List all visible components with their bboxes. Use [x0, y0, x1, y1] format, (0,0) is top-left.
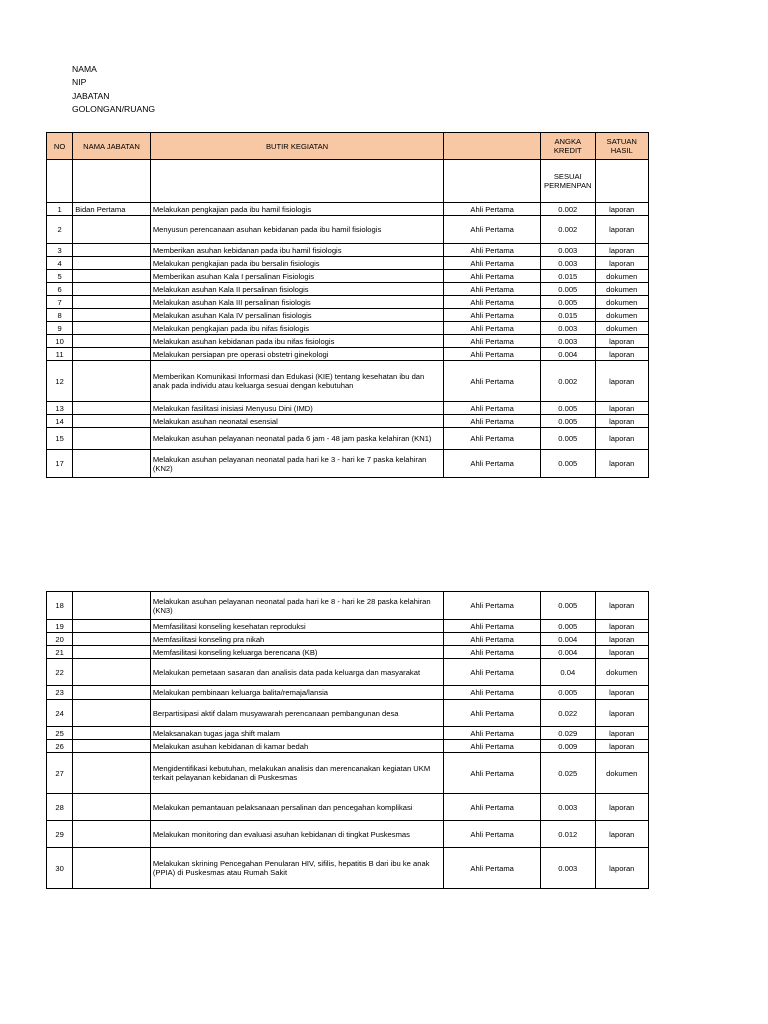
row-angka-kredit: 0.003 — [541, 335, 595, 348]
table-row — [47, 659, 649, 686]
table-row — [47, 335, 649, 348]
row-jenjang: Ahli Pertama — [444, 283, 541, 296]
row-no: 3 — [47, 244, 73, 257]
row-satuan-hasil: dokumen — [595, 322, 649, 335]
nama-label: NAMA — [72, 64, 97, 74]
row-jenjang: Ahli Pertama — [444, 348, 541, 361]
row-kegiatan: Melakukan asuhan kebidanan di kamar bedah — [150, 740, 443, 753]
row-satuan-hasil: dokumen — [595, 659, 649, 686]
row-kegiatan: Melakukan pengkajian pada ibu bersalin fisiologis — [150, 257, 443, 270]
table-row — [47, 283, 649, 296]
row-kegiatan: Melakukan skrining Pencegahan Penularan HIV, sifilis, hepatitis B dari ibu ke anak (PPIA) di Puskesmas atau Rumah Sakit — [150, 848, 443, 889]
row-no: 10 — [47, 335, 73, 348]
row-angka-kredit: 0.005 — [541, 592, 595, 620]
row-angka-kredit: 0.003 — [541, 848, 595, 889]
row-angka-kredit: 0.004 — [541, 633, 595, 646]
row-angka-kredit: 0.015 — [541, 270, 595, 283]
row-satuan-hasil: laporan — [595, 646, 649, 659]
row-jabatan — [73, 309, 151, 322]
row-no: 2 — [47, 216, 73, 244]
row-jenjang: Ahli Pertama — [444, 646, 541, 659]
table-row — [47, 428, 649, 450]
row-jabatan — [73, 848, 151, 889]
row-satuan-hasil: laporan — [595, 686, 649, 700]
row-kegiatan: Melakukan fasilitasi inisiasi Menyusu Dini (IMD) — [150, 402, 443, 415]
row-angka-kredit: 0.005 — [541, 620, 595, 633]
row-satuan-hasil: laporan — [595, 257, 649, 270]
row-kegiatan: Melakukan asuhan Kala III persalinan fisiologis — [150, 296, 443, 309]
row-jenjang: Ahli Pertama — [444, 633, 541, 646]
row-jenjang: Ahli Pertama — [444, 848, 541, 889]
row-jenjang: Ahli Pertama — [444, 216, 541, 244]
row-jabatan — [73, 659, 151, 686]
table-row — [47, 633, 649, 646]
subheader-blank-satuan — [595, 160, 649, 203]
row-no: 26 — [47, 740, 73, 753]
table-row — [47, 646, 649, 659]
row-angka-kredit: 0.003 — [541, 794, 595, 821]
row-jabatan — [73, 450, 151, 478]
row-jenjang: Ahli Pertama — [444, 270, 541, 283]
activity-table-2 — [46, 591, 649, 889]
row-jenjang: Ahli Pertama — [444, 244, 541, 257]
row-satuan-hasil: laporan — [595, 203, 649, 216]
row-angka-kredit: 0.004 — [541, 348, 595, 361]
table-row — [47, 296, 649, 309]
row-angka-kredit: 0.009 — [541, 740, 595, 753]
row-kegiatan: Melakukan asuhan pelayanan neonatal pada hari ke 8 - hari ke 28 paska kelahiran (KN3) — [150, 592, 443, 620]
row-kegiatan: Memfasilitasi konseling keluarga berencana (KB) — [150, 646, 443, 659]
row-no: 7 — [47, 296, 73, 309]
row-kegiatan: Memfasilitasi konseling kesehatan reproduksi — [150, 620, 443, 633]
row-kegiatan: Melakukan asuhan pelayanan neonatal pada hari ke 3 - hari ke 7 paska kelahiran (KN2) — [150, 450, 443, 478]
table-row — [47, 848, 649, 889]
row-satuan-hasil: dokumen — [595, 309, 649, 322]
row-jabatan — [73, 753, 151, 794]
table-row — [47, 794, 649, 821]
row-no: 15 — [47, 428, 73, 450]
row-no: 24 — [47, 700, 73, 727]
row-angka-kredit: 0.022 — [541, 700, 595, 727]
row-no: 9 — [47, 322, 73, 335]
row-jabatan — [73, 322, 151, 335]
row-angka-kredit: 0.005 — [541, 415, 595, 428]
row-angka-kredit: 0.015 — [541, 309, 595, 322]
row-jabatan — [73, 335, 151, 348]
nip-label: NIP — [72, 77, 87, 88]
row-jabatan — [73, 244, 151, 257]
table-row — [47, 592, 649, 620]
row-jabatan — [73, 700, 151, 727]
row-angka-kredit: 0.004 — [541, 646, 595, 659]
row-jabatan — [73, 646, 151, 659]
jabatan-label: JABATAN — [72, 90, 110, 101]
row-angka-kredit: 0.005 — [541, 296, 595, 309]
row-satuan-hasil: laporan — [595, 450, 649, 478]
row-no: 29 — [47, 821, 73, 848]
row-satuan-hasil: laporan — [595, 348, 649, 361]
row-jenjang: Ahli Pertama — [444, 592, 541, 620]
row-angka-kredit: 0.005 — [541, 450, 595, 478]
row-jabatan — [73, 257, 151, 270]
row-jabatan — [73, 592, 151, 620]
row-no: 12 — [47, 361, 73, 402]
subheader-sesuai-permenpan: SESUAI PERMENPAN — [541, 160, 595, 203]
table-row — [47, 361, 649, 402]
row-angka-kredit: 0.005 — [541, 283, 595, 296]
row-kegiatan: Melakukan persiapan pre operasi obstetri ginekologi — [150, 348, 443, 361]
row-jabatan — [73, 348, 151, 361]
row-no: 11 — [47, 348, 73, 361]
row-kegiatan: Melakukan asuhan Kala II persalinan fisiologis — [150, 283, 443, 296]
table-row — [47, 753, 649, 794]
row-satuan-hasil: laporan — [595, 402, 649, 415]
row-satuan-hasil: laporan — [595, 740, 649, 753]
row-jenjang: Ahli Pertama — [444, 727, 541, 740]
employee-info-block — [72, 63, 155, 116]
row-jenjang: Ahli Pertama — [444, 428, 541, 450]
row-no: 19 — [47, 620, 73, 633]
row-no: 21 — [47, 646, 73, 659]
table-row — [47, 270, 649, 283]
subheader-blank-ahli — [444, 160, 541, 203]
row-jenjang: Ahli Pertama — [444, 296, 541, 309]
row-jenjang: Ahli Pertama — [444, 257, 541, 270]
row-satuan-hasil: laporan — [595, 727, 649, 740]
row-angka-kredit: 0.005 — [541, 428, 595, 450]
row-kegiatan: Memfasilitasi konseling pra nikah — [150, 633, 443, 646]
row-angka-kredit: 0.003 — [541, 257, 595, 270]
row-satuan-hasil: laporan — [595, 633, 649, 646]
row-no: 17 — [47, 450, 73, 478]
row-angka-kredit: 0.005 — [541, 402, 595, 415]
header-blank — [444, 133, 541, 160]
row-angka-kredit: 0.002 — [541, 216, 595, 244]
table-row — [47, 348, 649, 361]
table-row — [47, 309, 649, 322]
row-jabatan — [73, 216, 151, 244]
table-row — [47, 257, 649, 270]
row-satuan-hasil: laporan — [595, 216, 649, 244]
row-kegiatan: Melakukan asuhan kebidanan pada ibu nifas fisiologis — [150, 335, 443, 348]
row-satuan-hasil: dokumen — [595, 753, 649, 794]
row-satuan-hasil: laporan — [595, 415, 649, 428]
row-satuan-hasil: laporan — [595, 592, 649, 620]
row-no: 25 — [47, 727, 73, 740]
row-no: 18 — [47, 592, 73, 620]
row-satuan-hasil: laporan — [595, 244, 649, 257]
row-kegiatan: Melakukan pemantauan pelaksanaan persalinan dan pencegahan komplikasi — [150, 794, 443, 821]
row-angka-kredit: 0.04 — [541, 659, 595, 686]
table-row — [47, 415, 649, 428]
row-jenjang: Ahli Pertama — [444, 659, 541, 686]
row-satuan-hasil: dokumen — [595, 296, 649, 309]
row-angka-kredit: 0.002 — [541, 203, 595, 216]
activity-table-1 — [46, 132, 649, 478]
row-jenjang: Ahli Pertama — [444, 794, 541, 821]
header-angka-kredit: ANGKA KREDIT — [541, 133, 595, 160]
row-kegiatan: Memberikan Komunikasi Informasi dan Edukasi (KIE) tentang kesehatan ibu dan anak pada individu atau keluarga sesuai dengan kebutuhan — [150, 361, 443, 402]
row-no: 23 — [47, 686, 73, 700]
row-no: 5 — [47, 270, 73, 283]
row-jabatan — [73, 361, 151, 402]
table-row — [47, 203, 649, 216]
table-row — [47, 402, 649, 415]
row-jabatan — [73, 686, 151, 700]
row-jabatan — [73, 727, 151, 740]
row-angka-kredit: 0.002 — [541, 361, 595, 402]
row-satuan-hasil: laporan — [595, 821, 649, 848]
row-jenjang: Ahli Pertama — [444, 335, 541, 348]
row-jenjang: Ahli Pertama — [444, 322, 541, 335]
row-angka-kredit: 0.012 — [541, 821, 595, 848]
row-kegiatan: Melakukan pengkajian pada ibu nifas fisiologis — [150, 322, 443, 335]
row-no: 28 — [47, 794, 73, 821]
row-kegiatan: Melakukan asuhan neonatal esensial — [150, 415, 443, 428]
row-jenjang: Ahli Pertama — [444, 203, 541, 216]
row-kegiatan: Mengidentifikasi kebutuhan, melakukan analisis dan merencanakan kegiatan UKM terkait pelayanan kebidanan di Puskesmas — [150, 753, 443, 794]
row-satuan-hasil: laporan — [595, 335, 649, 348]
row-kegiatan: Melakukan pembinaan keluarga balita/remaja/lansia — [150, 686, 443, 700]
row-no: 22 — [47, 659, 73, 686]
row-angka-kredit: 0.005 — [541, 686, 595, 700]
row-jenjang: Ahli Pertama — [444, 700, 541, 727]
row-jabatan — [73, 740, 151, 753]
row-jenjang: Ahli Pertama — [444, 361, 541, 402]
row-satuan-hasil: laporan — [595, 700, 649, 727]
row-jabatan — [73, 620, 151, 633]
row-no: 4 — [47, 257, 73, 270]
table-row — [47, 450, 649, 478]
table-subheader-row — [47, 160, 649, 203]
row-satuan-hasil: dokumen — [595, 270, 649, 283]
table-row — [47, 216, 649, 244]
row-no: 1 — [47, 203, 73, 216]
row-jabatan — [73, 296, 151, 309]
row-kegiatan: Melakukan monitoring dan evaluasi asuhan kebidanan di tingkat Puskesmas — [150, 821, 443, 848]
row-kegiatan: Memberikan asuhan Kala I persalinan Fisiologis — [150, 270, 443, 283]
row-jenjang: Ahli Pertama — [444, 402, 541, 415]
header-satuan-hasil: SATUAN HASIL — [595, 133, 649, 160]
row-no: 20 — [47, 633, 73, 646]
row-satuan-hasil: dokumen — [595, 283, 649, 296]
table-row — [47, 821, 649, 848]
row-satuan-hasil: laporan — [595, 620, 649, 633]
row-jabatan: Bidan Pertama — [73, 203, 151, 216]
row-kegiatan: Melakukan asuhan Kala IV persalinan fisiologis — [150, 309, 443, 322]
table-row — [47, 740, 649, 753]
row-jabatan — [73, 633, 151, 646]
row-angka-kredit: 0.029 — [541, 727, 595, 740]
row-no: 6 — [47, 283, 73, 296]
header-butir-kegiatan: BUTIR KEGIATAN — [150, 133, 443, 160]
row-satuan-hasil: laporan — [595, 361, 649, 402]
table-row — [47, 244, 649, 257]
row-jabatan — [73, 821, 151, 848]
row-satuan-hasil: laporan — [595, 848, 649, 889]
row-no: 27 — [47, 753, 73, 794]
golongan-label: GOLONGAN/RUANG — [72, 103, 156, 114]
row-jabatan — [73, 415, 151, 428]
row-jenjang: Ahli Pertama — [444, 821, 541, 848]
row-jenjang: Ahli Pertama — [444, 309, 541, 322]
subheader-blank-jabatan — [73, 160, 151, 203]
row-kegiatan: Melaksanakan tugas jaga shift malam — [150, 727, 443, 740]
row-jenjang: Ahli Pertama — [444, 620, 541, 633]
row-satuan-hasil: laporan — [595, 794, 649, 821]
row-jenjang: Ahli Pertama — [444, 740, 541, 753]
row-jenjang: Ahli Pertama — [444, 686, 541, 700]
row-jabatan — [73, 794, 151, 821]
header-nama-jabatan: NAMA JABATAN — [73, 133, 151, 160]
row-jabatan — [73, 270, 151, 283]
row-kegiatan: Melakukan asuhan pelayanan neonatal pada 6 jam - 48 jam paska kelahiran (KN1) — [150, 428, 443, 450]
table-row — [47, 620, 649, 633]
row-no: 13 — [47, 402, 73, 415]
row-kegiatan: Menyusun perencanaan asuhan kebidanan pada ibu hamil fisiologis — [150, 216, 443, 244]
row-kegiatan: Berpartisipasi aktif dalam musyawarah perencanaan pembangunan desa — [150, 700, 443, 727]
row-jenjang: Ahli Pertama — [444, 753, 541, 794]
table-row — [47, 727, 649, 740]
row-jenjang: Ahli Pertama — [444, 415, 541, 428]
row-kegiatan: Melakukan pemetaan sasaran dan analisis data pada keluarga dan masyarakat — [150, 659, 443, 686]
row-no: 14 — [47, 415, 73, 428]
subheader-blank-kegiatan — [150, 160, 443, 203]
row-no: 8 — [47, 309, 73, 322]
subheader-blank-no — [47, 160, 73, 203]
row-angka-kredit: 0.025 — [541, 753, 595, 794]
row-jabatan — [73, 402, 151, 415]
row-satuan-hasil: laporan — [595, 428, 649, 450]
row-kegiatan: Memberikan asuhan kebidanan pada ibu hamil fisiologis — [150, 244, 443, 257]
row-angka-kredit: 0.003 — [541, 244, 595, 257]
table-row — [47, 686, 649, 700]
row-angka-kredit: 0.003 — [541, 322, 595, 335]
row-no: 30 — [47, 848, 73, 889]
row-kegiatan: Melakukan pengkajian pada ibu hamil fisiologis — [150, 203, 443, 216]
table-row — [47, 322, 649, 335]
row-jabatan — [73, 428, 151, 450]
header-no: NO — [47, 133, 73, 160]
row-jabatan — [73, 283, 151, 296]
table-header-row — [47, 133, 649, 160]
table-row — [47, 700, 649, 727]
row-jenjang: Ahli Pertama — [444, 450, 541, 478]
